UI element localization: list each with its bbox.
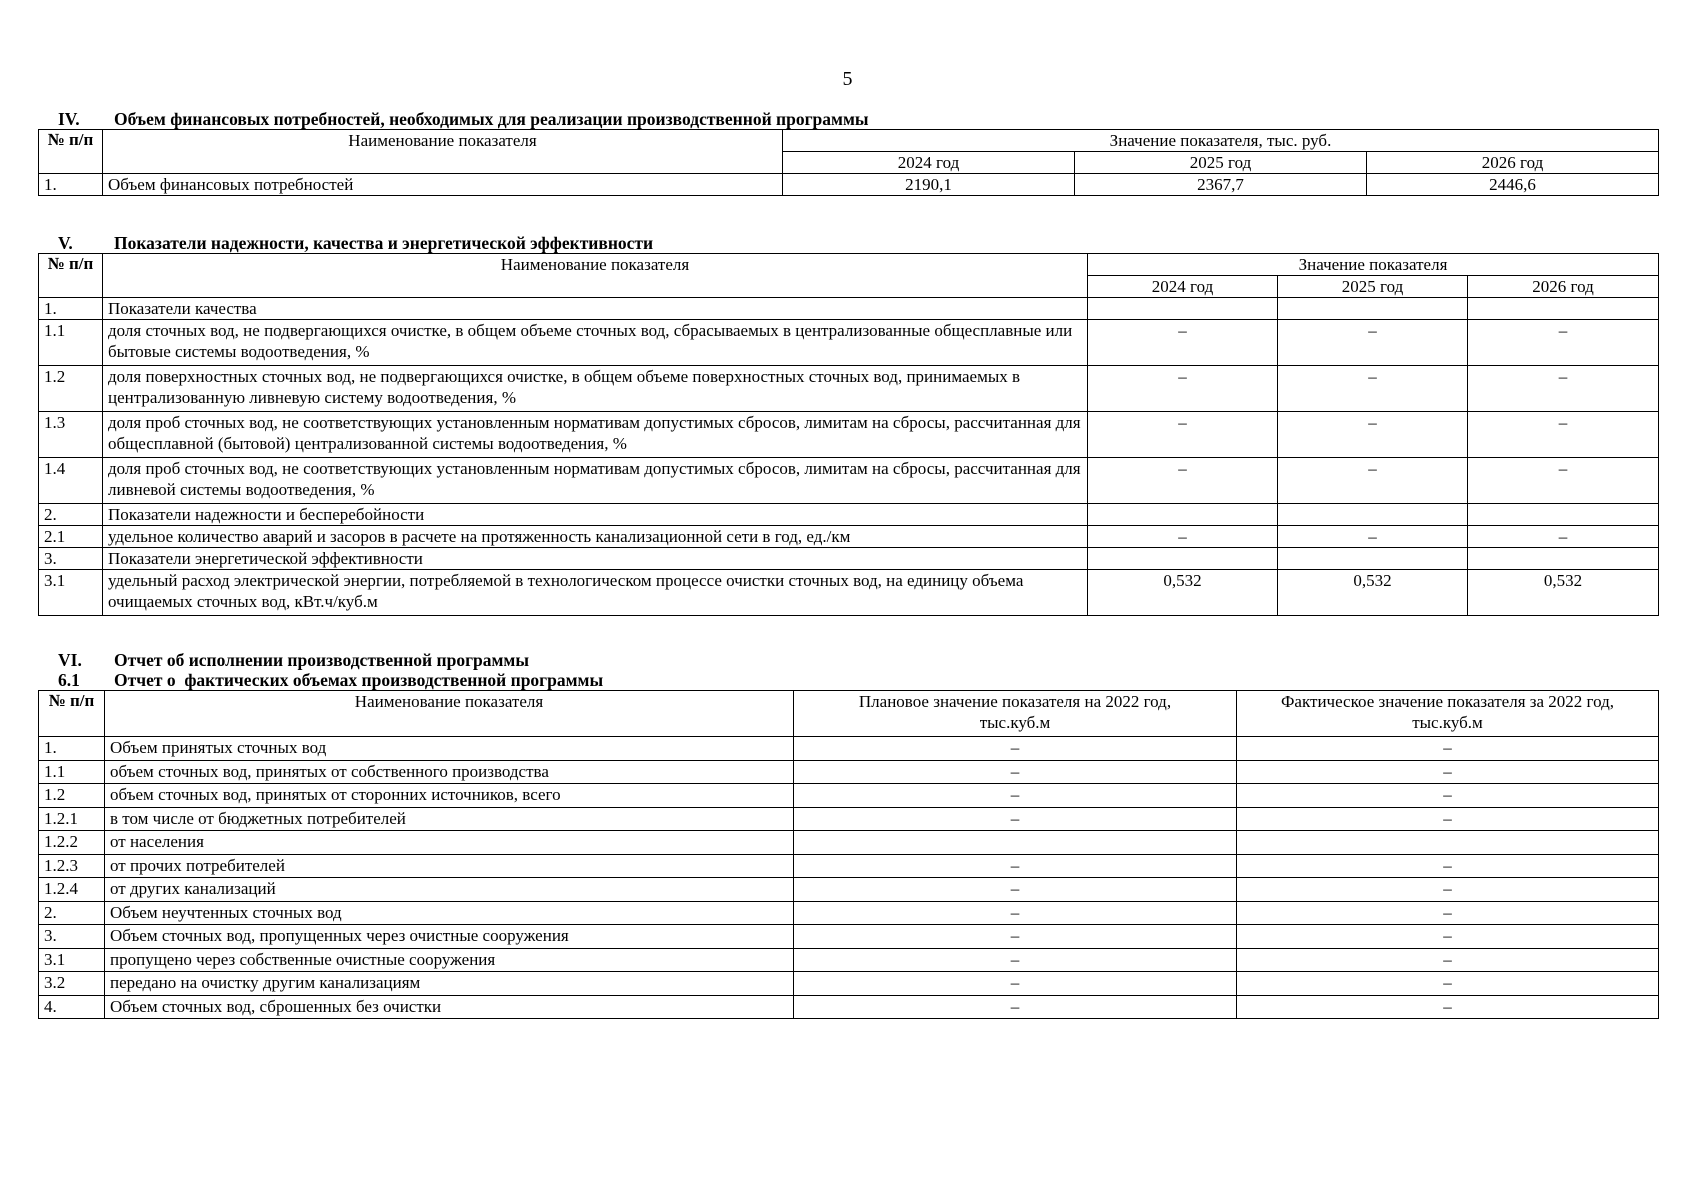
row-value: – <box>1088 412 1278 458</box>
col-header-fact: Фактическое значение показателя за 2022 год, тыс.куб.м <box>1237 691 1659 737</box>
row-fact: – <box>1237 948 1659 972</box>
col-header-year: 2024 год <box>783 152 1075 174</box>
row-number: 2.1 <box>39 526 103 548</box>
table-row <box>39 174 1659 196</box>
row-number: 4. <box>39 995 105 1019</box>
row-fact: – <box>1237 878 1659 902</box>
financial-needs-table <box>38 129 1659 196</box>
col-header-year: 2024 год <box>1088 276 1278 298</box>
row-value: – <box>1088 526 1278 548</box>
table-row <box>39 807 1659 831</box>
row-number: 3.2 <box>39 972 105 996</box>
row-plan: – <box>794 784 1237 808</box>
row-name: объем сточных вод, принятых от сторонних источников, всего <box>105 784 794 808</box>
col-header-name: Наименование показателя <box>105 691 794 737</box>
row-name: Объем сточных вод, сброшенных без очистки <box>105 995 794 1019</box>
row-value: 0,532 <box>1278 570 1468 616</box>
row-number: 1.2.3 <box>39 854 105 878</box>
col-header-value: Значение показателя, тыс. руб. <box>783 130 1659 152</box>
row-value <box>1278 298 1468 320</box>
row-number: 3. <box>39 925 105 949</box>
row-number: 1.1 <box>39 320 103 366</box>
page-number: 5 <box>842 68 853 90</box>
table-row <box>39 901 1659 925</box>
section-number: IV. <box>58 109 80 129</box>
table-row <box>39 526 1659 548</box>
section-number: V. <box>58 233 73 253</box>
row-name: передано на очистку другим канализациям <box>105 972 794 996</box>
row-value: – <box>1278 412 1468 458</box>
row-plan: – <box>794 925 1237 949</box>
col-header-plan: Плановое значение показателя на 2022 год, тыс.куб.м <box>794 691 1237 737</box>
row-value: 0,532 <box>1088 570 1278 616</box>
row-name: от прочих потребителей <box>105 854 794 878</box>
row-name: объем сточных вод, принятых от собственного производства <box>105 760 794 784</box>
row-number: 3.1 <box>39 570 103 616</box>
row-name: Показатели надежности и бесперебойности <box>103 504 1088 526</box>
row-value: – <box>1088 320 1278 366</box>
row-value <box>1468 548 1659 570</box>
row-name: доля проб сточных вод, не соответствующих установленным нормативам допустимых сбросов, лимитам на сбросы, рассчитанная для общесплавной (бытовой) централизованной системы водоотведения, % <box>103 412 1088 458</box>
col-header-number: № п/п <box>39 254 103 298</box>
col-header-value: Значение показателя <box>1088 254 1659 276</box>
row-value: – <box>1468 320 1659 366</box>
table-row <box>39 878 1659 902</box>
row-name: в том числе от бюджетных потребителей <box>105 807 794 831</box>
row-fact: – <box>1237 972 1659 996</box>
table-row <box>39 972 1659 996</box>
row-number: 1.4 <box>39 458 103 504</box>
row-name: Объем финансовых потребностей <box>103 174 783 196</box>
subsection-number: 6.1 <box>58 670 80 690</box>
row-name: доля поверхностных сточных вод, не подвергающихся очистке, в общем объеме поверхностных сточных вод, принимаемых в централизованную ливневую систему водоотведения, % <box>103 366 1088 412</box>
row-value: – <box>1278 366 1468 412</box>
row-fact: – <box>1237 784 1659 808</box>
row-name: Показатели качества <box>103 298 1088 320</box>
table-row <box>39 570 1659 616</box>
row-value <box>1278 504 1468 526</box>
row-value: – <box>1468 458 1659 504</box>
col-header-year: 2026 год <box>1468 276 1659 298</box>
subsection-title: Отчет о фактических объемах производственной программы <box>114 670 604 690</box>
table-row <box>39 925 1659 949</box>
row-number: 2. <box>39 901 105 925</box>
row-number: 1. <box>39 174 103 196</box>
row-value: 2446,6 <box>1367 174 1659 196</box>
section-number: VI. <box>58 650 82 670</box>
row-plan: – <box>794 807 1237 831</box>
row-fact <box>1237 831 1659 855</box>
row-value: 0,532 <box>1468 570 1659 616</box>
row-value: – <box>1088 366 1278 412</box>
col-header-number: № п/п <box>39 130 103 174</box>
row-number: 1.2.4 <box>39 878 105 902</box>
row-value: 2190,1 <box>783 174 1075 196</box>
row-value: – <box>1468 526 1659 548</box>
row-name: от других канализаций <box>105 878 794 902</box>
subsection-heading <box>38 670 1658 690</box>
row-name: Объем принятых сточных вод <box>105 737 794 761</box>
row-value <box>1278 548 1468 570</box>
row-fact: – <box>1237 854 1659 878</box>
table-row <box>39 737 1659 761</box>
col-header-year: 2026 год <box>1367 152 1659 174</box>
row-plan: – <box>794 760 1237 784</box>
row-number: 1.2.1 <box>39 807 105 831</box>
row-name: доля сточных вод, не подвергающихся очистке, в общем объеме сточных вод, сбрасываемых в централизованные общесплавные или бытовые системы водоотведения, % <box>103 320 1088 366</box>
section-title: Показатели надежности, качества и энергетической эффективности <box>114 233 654 253</box>
row-number: 1.1 <box>39 760 105 784</box>
row-number: 2. <box>39 504 103 526</box>
table-row <box>39 854 1659 878</box>
program-report-table <box>38 690 1659 1019</box>
col-header-year: 2025 год <box>1278 276 1468 298</box>
section-reliability-indicators <box>38 233 1658 616</box>
row-number: 1. <box>39 298 103 320</box>
row-value: 2367,7 <box>1075 174 1367 196</box>
row-value <box>1088 504 1278 526</box>
row-number: 1.2 <box>39 784 105 808</box>
row-value <box>1088 548 1278 570</box>
row-value: – <box>1468 412 1659 458</box>
row-value: – <box>1278 320 1468 366</box>
row-fact: – <box>1237 737 1659 761</box>
row-name: пропущено через собственные очистные сооружения <box>105 948 794 972</box>
row-fact: – <box>1237 901 1659 925</box>
section-title: Отчет об исполнении производственной программы <box>114 650 530 670</box>
section-title: Объем финансовых потребностей, необходимых для реализации производственной программы <box>114 109 869 129</box>
row-value <box>1468 298 1659 320</box>
table-row <box>39 548 1659 570</box>
row-value: – <box>1278 526 1468 548</box>
reliability-table <box>38 253 1659 616</box>
col-header-name: Наименование показателя <box>103 254 1088 298</box>
row-value: – <box>1468 366 1659 412</box>
row-name: удельный расход электрической энергии, потребляемой в технологическом процессе очистки сточных вод, на единицу объема очищаемых сточных вод, кВт.ч/куб.м <box>103 570 1088 616</box>
row-plan: – <box>794 901 1237 925</box>
row-value <box>1088 298 1278 320</box>
row-number: 1.2 <box>39 366 103 412</box>
table-row <box>39 458 1659 504</box>
row-number: 1. <box>39 737 105 761</box>
table-row <box>39 948 1659 972</box>
table-row <box>39 831 1659 855</box>
row-name: Объем сточных вод, пропущенных через очистные сооружения <box>105 925 794 949</box>
row-plan <box>794 831 1237 855</box>
table-row <box>39 366 1659 412</box>
row-fact: – <box>1237 995 1659 1019</box>
row-fact: – <box>1237 760 1659 784</box>
table-row <box>39 412 1659 458</box>
row-number: 3.1 <box>39 948 105 972</box>
table-row <box>39 995 1659 1019</box>
table-row <box>39 320 1659 366</box>
row-plan: – <box>794 854 1237 878</box>
section-financial-needs <box>38 109 1658 196</box>
table-row <box>39 784 1659 808</box>
row-plan: – <box>794 948 1237 972</box>
table-row <box>39 298 1659 320</box>
section-program-report <box>38 650 1658 1019</box>
row-value: – <box>1088 458 1278 504</box>
row-plan: – <box>794 878 1237 902</box>
col-header-number: № п/п <box>39 691 105 737</box>
row-plan: – <box>794 972 1237 996</box>
row-value <box>1468 504 1659 526</box>
row-value: – <box>1278 458 1468 504</box>
row-name: удельное количество аварий и засоров в расчете на протяженность канализационной сети в год, ед./км <box>103 526 1088 548</box>
row-plan: – <box>794 737 1237 761</box>
row-name: Показатели энергетической эффективности <box>103 548 1088 570</box>
row-name: Объем неучтенных сточных вод <box>105 901 794 925</box>
col-header-year: 2025 год <box>1075 152 1367 174</box>
row-number: 1.3 <box>39 412 103 458</box>
row-fact: – <box>1237 925 1659 949</box>
row-name: от населения <box>105 831 794 855</box>
row-name: доля проб сточных вод, не соответствующих установленным нормативам допустимых сбросов, лимитам на сбросы, рассчитанная для ливневой системы водоотведения, % <box>103 458 1088 504</box>
table-row <box>39 504 1659 526</box>
section-heading <box>38 109 1658 129</box>
table-row <box>39 760 1659 784</box>
row-number: 3. <box>39 548 103 570</box>
section-heading <box>38 650 1658 670</box>
row-number: 1.2.2 <box>39 831 105 855</box>
row-fact: – <box>1237 807 1659 831</box>
col-header-name: Наименование показателя <box>103 130 783 174</box>
section-heading <box>38 233 1658 253</box>
row-plan: – <box>794 995 1237 1019</box>
